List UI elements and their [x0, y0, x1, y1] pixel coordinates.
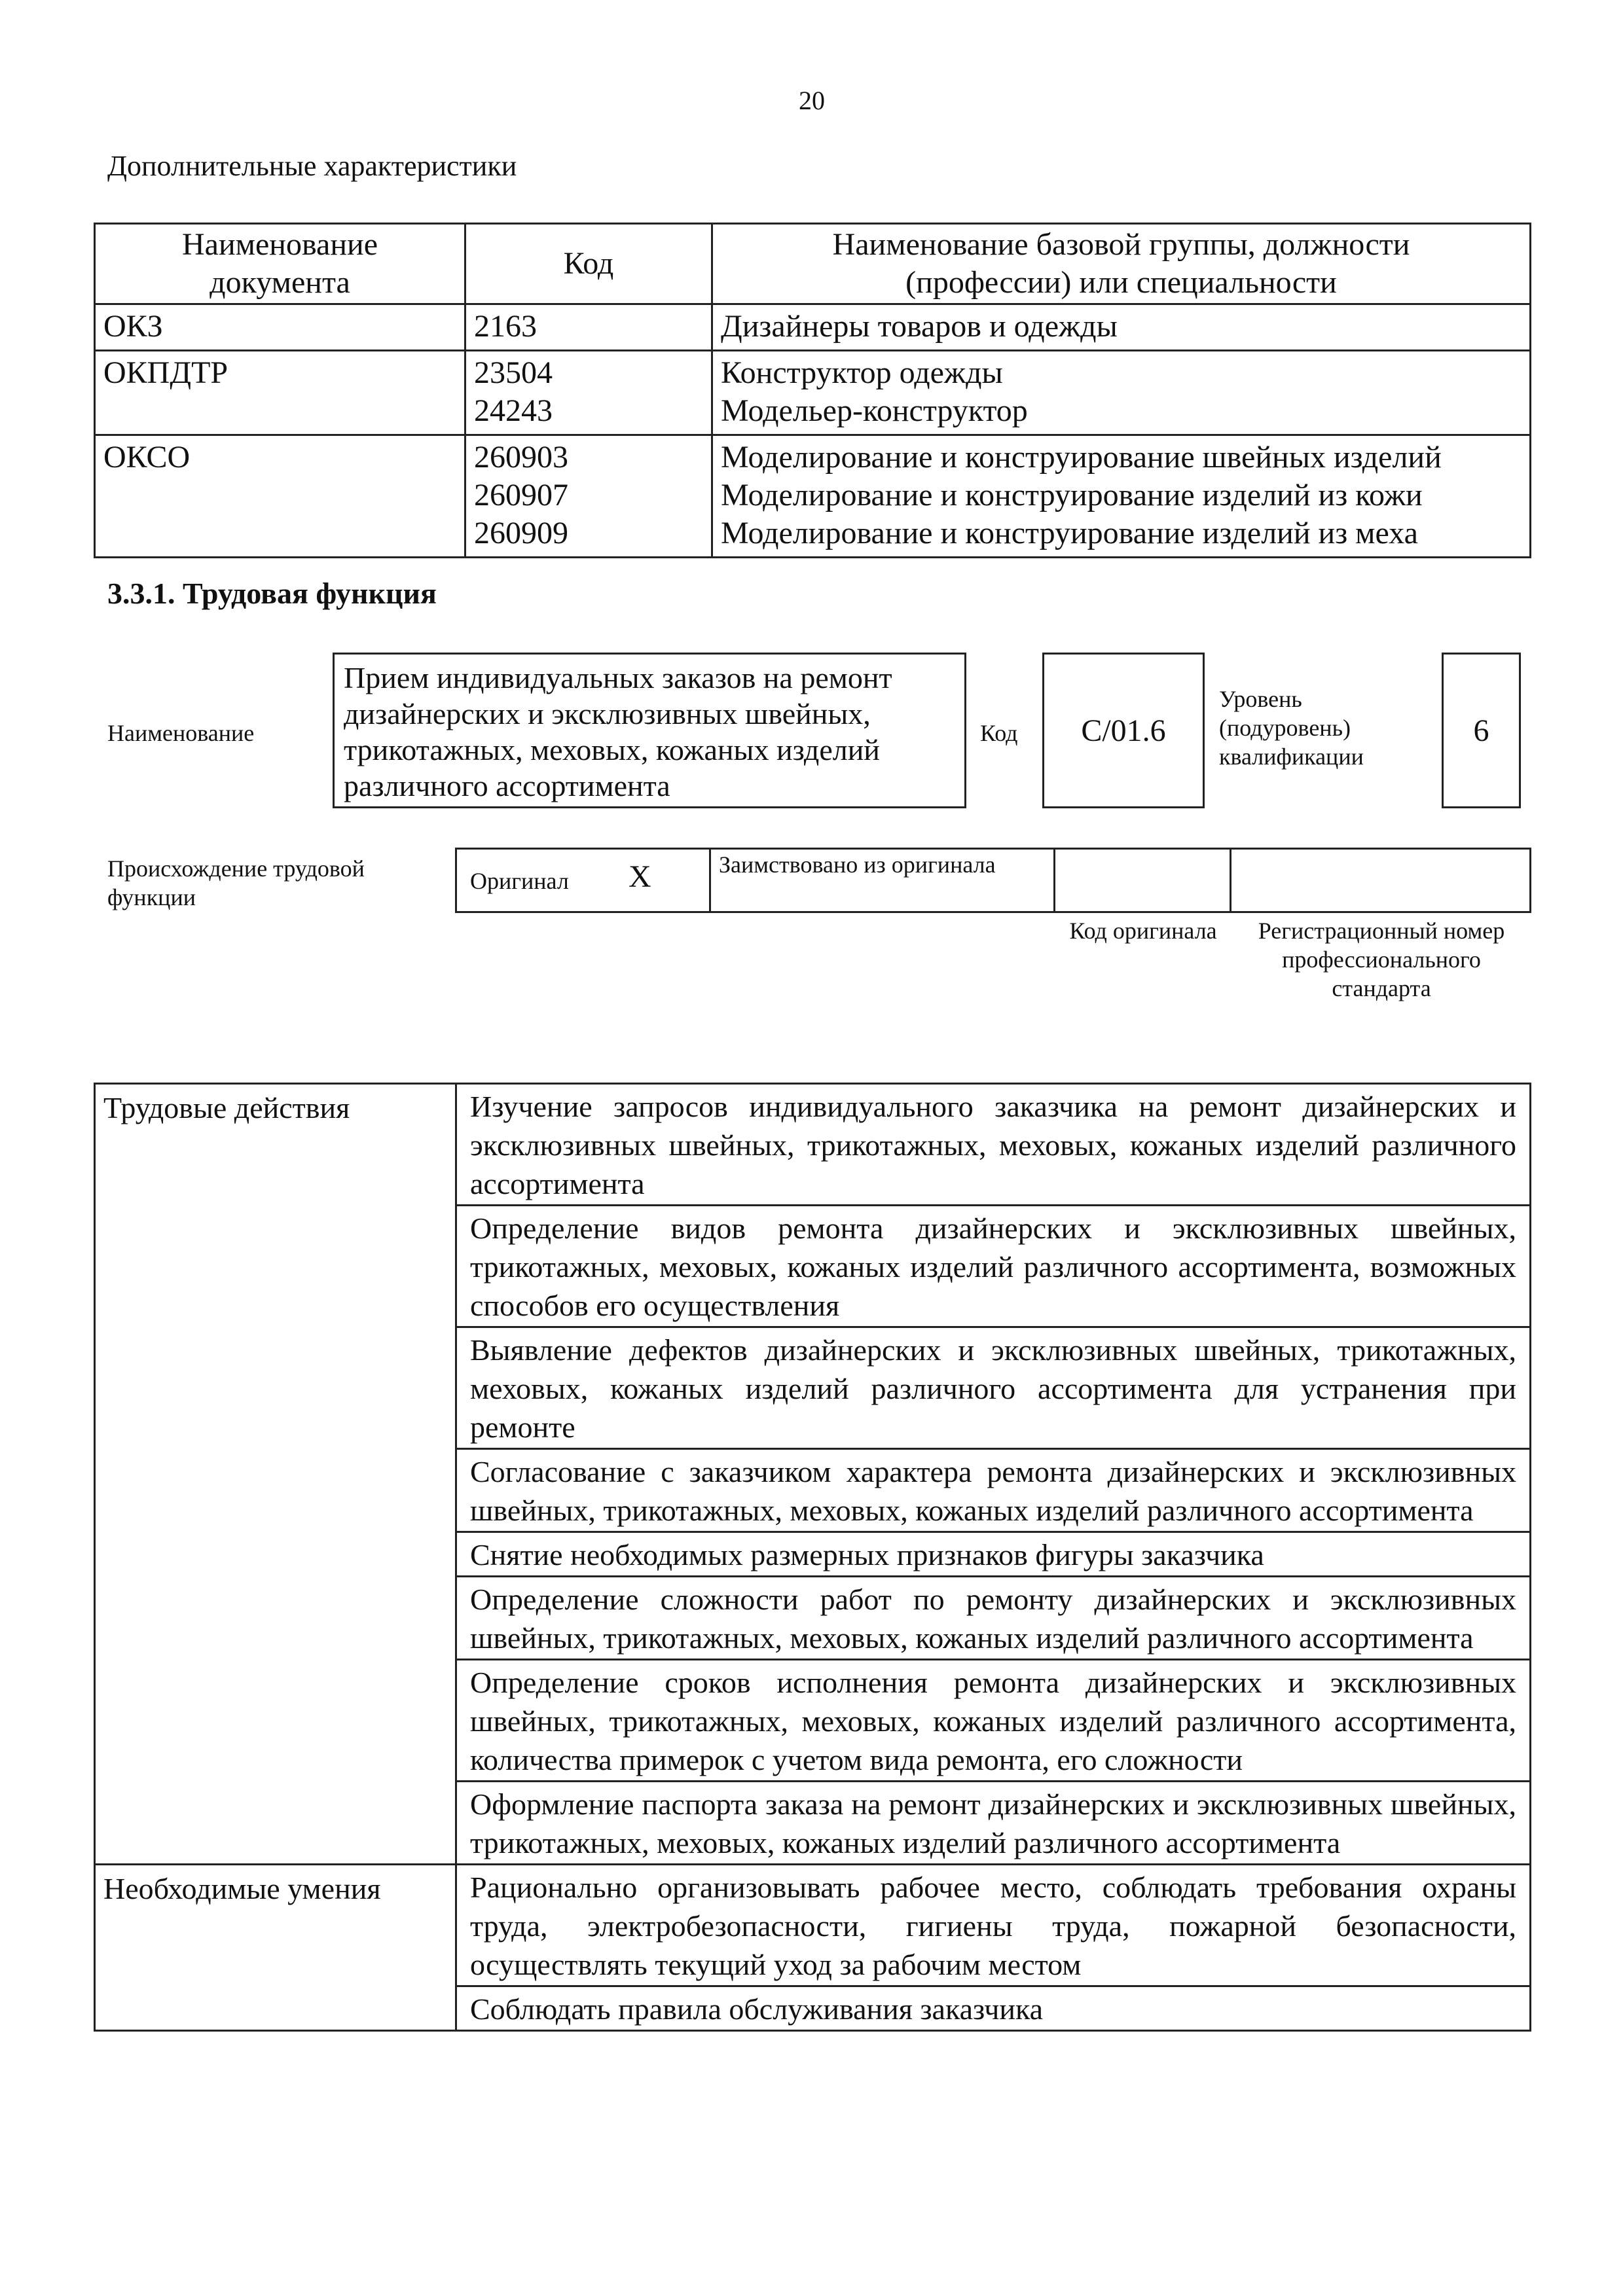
header-doc: Наименование документа [95, 224, 465, 304]
code-value: 2163 [474, 309, 537, 344]
actions-label: Трудовые действия [95, 1084, 456, 1865]
function-name-box [333, 653, 966, 808]
labor-actions-table [94, 1083, 1531, 2032]
name-value: Моделирование и конструирование швейных изделий [721, 440, 1442, 475]
action-item: Снятие необходимых размерных признаков фигуры заказчика [456, 1532, 1531, 1577]
row-code [465, 435, 712, 558]
row-name [712, 435, 1531, 558]
row-doc: ОКЗ [95, 304, 465, 351]
skill-item: Соблюдать правила обслуживания заказчика [456, 1986, 1531, 2031]
header-code: Код [465, 224, 712, 304]
page-number: 20 [799, 86, 825, 115]
function-code: C/01.6 [1081, 713, 1166, 748]
divider [1230, 848, 1231, 913]
reg-number-label: Регистрационный номер профессионального стандарта [1258, 918, 1505, 1001]
name-value: Моделирование и конструирование изделий из кожи [721, 478, 1423, 512]
action-item: Согласование с заказчиком характера ремонта дизайнерских и эксклюзивных швейных, трикотажных, меховых, кожаных изделий различного ассортимента [456, 1449, 1531, 1532]
row-code [465, 304, 712, 351]
code-value: 24243 [474, 393, 553, 428]
name-value: Моделирование и конструирование изделий из меха [721, 516, 1418, 550]
table-row [95, 435, 1531, 558]
table-row [95, 1865, 1531, 1986]
original-label: Оригинал [470, 868, 569, 894]
code-value: 260907 [474, 478, 568, 512]
action-item: Выявление дефектов дизайнерских и эксклюзивных швейных, трикотажных, меховых, кожаных изделий различного ассортимента для устранения при ремонте [456, 1327, 1531, 1449]
name-value: Конструктор одежды [721, 355, 1003, 390]
level-value: 6 [1473, 713, 1489, 748]
table-header-row [95, 224, 1531, 304]
table-row [95, 1084, 1531, 1206]
level-label: Уровень (подуровень) квалификации [1219, 686, 1364, 770]
row-name [712, 351, 1531, 435]
level-box [1442, 653, 1521, 808]
code-value: 260909 [474, 516, 568, 550]
divider [1053, 848, 1055, 913]
function-name: Прием индивидуальных заказов на ремонт дизайнерских и эксклюзивных швейных, трикотажных, меховых, кожаных изделий различного ассортимента [344, 661, 892, 802]
header-name: Наименование базовой группы, должности (профессии) или специальности [712, 224, 1531, 304]
row-code [465, 351, 712, 435]
table-row [95, 351, 1531, 435]
function-code-box [1042, 653, 1205, 808]
original-mark: X [629, 859, 651, 894]
origin-label: Происхождение трудовой функции [107, 855, 365, 910]
code-label: Код [980, 720, 1018, 746]
action-item: Изучение запросов индивидуального заказчика на ремонт дизайнерских и эксклюзивных швейных, трикотажных, меховых, кожаных изделий различного ассортимента [456, 1084, 1531, 1206]
action-item: Определение сроков исполнения ремонта дизайнерских и эксклюзивных швейных, трикотажных, меховых, кожаных изделий различного ассортимента, количества примерок с учетом вида ремонта, его сложности [456, 1660, 1531, 1782]
code-value: 23504 [474, 355, 553, 390]
skills-label: Необходимые умения [95, 1865, 456, 2031]
borrowed-label: Заимствовано из оригинала [719, 852, 996, 878]
skill-item: Рационально организовывать рабочее место, соблюдать требования охраны труда, электробезопасности, гигиены труда, пожарной безопасности, осуществлять текущий уход за рабочим местом [456, 1865, 1531, 1986]
action-item: Оформление паспорта заказа на ремонт дизайнерских и эксклюзивных швейных, трикотажных, меховых, кожаных изделий различного ассортимента [456, 1782, 1531, 1865]
action-item: Определение сложности работ по ремонту дизайнерских и эксклюзивных швейных, трикотажных, меховых, кожаных изделий различного ассортимента [456, 1577, 1531, 1660]
action-item: Определение видов ремонта дизайнерских и эксклюзивных швейных, трикотажных, меховых, кожаных изделий различного ассортимента, возможных способов его осуществления [456, 1206, 1531, 1327]
divider [709, 848, 711, 913]
row-name [712, 304, 1531, 351]
row-doc: ОКПДТР [95, 351, 465, 435]
row-doc: ОКСО [95, 435, 465, 558]
code-value: 260903 [474, 440, 568, 475]
additional-characteristics-table [94, 223, 1531, 558]
name-value: Дизайнеры товаров и одежды [721, 309, 1118, 344]
name-value: Модельер-конструктор [721, 393, 1028, 428]
table-row [95, 304, 1531, 351]
section-heading: 3.3.1. Трудовая функция [107, 577, 437, 610]
code-original-label: Код оригинала [1069, 918, 1217, 944]
name-label: Наименование [107, 720, 255, 746]
section-caption: Дополнительные характеристики [107, 150, 517, 182]
